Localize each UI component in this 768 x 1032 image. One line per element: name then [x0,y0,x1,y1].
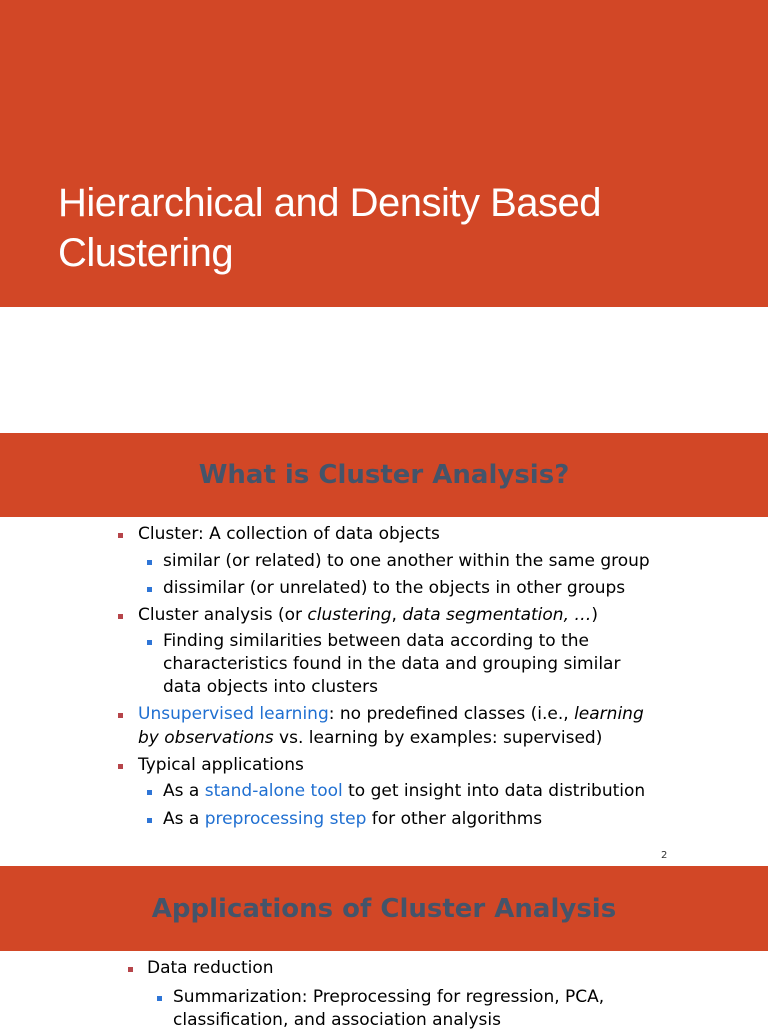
bullet-similar: similar (or related) to one another within the same group [163,551,650,571]
bullet-dissimilar: dissimilar (or unrelated) to the objects in other groups [163,578,626,598]
bullet-finding-similarities [163,630,620,699]
text-line: data objects into clusters [163,677,378,697]
bullet-stand-alone-tool [163,780,645,803]
bullet-cluster-analysis [138,604,598,627]
emphasis-learning: learning [574,704,644,724]
text-run: Cluster analysis (or [138,605,308,625]
text-run: As a [163,781,205,801]
bullet-square-icon [147,790,152,795]
bullet-square-icon [118,533,123,538]
bullet-square-icon [128,967,133,972]
bullet-square-icon [118,764,123,769]
text-run: ) [591,605,599,625]
preprocessing-step-term: preprocessing step [204,809,367,829]
emphasis-by-observations: by observations [138,728,274,748]
slide-title-line-2: Clustering [58,231,234,275]
bullet-square-icon [147,640,152,645]
slide-title-line-1: Hierarchical and Density Based [58,181,602,225]
bullet-typical-applications: Typical applications [138,755,304,775]
unsupervised-learning-term: Unsupervised learning [138,704,329,724]
text-run: As a [163,809,205,829]
bullet-data-reduction: Data reduction [147,958,274,978]
bullet-preprocessing-step [163,808,542,831]
bullet-cluster-definition: Cluster: A collection of data objects [138,524,440,544]
slide-3-heading: Applications of Cluster Analysis [151,894,617,924]
text-line: Finding similarities between data according to the [163,631,590,651]
slide-3-header [0,866,768,951]
text-line: Summarization: Preprocessing for regression, PCA, [173,987,605,1007]
page-number: 2 [661,850,668,861]
bullet-unsupervised-learning-cont [138,727,602,750]
text-line: characteristics found in the data and grouping similar [163,654,621,674]
bullet-unsupervised-learning [138,703,644,726]
bullet-summarization [173,986,604,1032]
bullet-square-icon [147,560,152,565]
bullet-square-icon [118,713,123,718]
text-run: to get insight into data distribution [342,781,646,801]
text-run: , [391,605,403,625]
slide-2-header [0,433,768,517]
text-run: vs. learning by examples: supervised) [273,728,603,748]
slide-title [58,178,601,278]
bullet-square-icon [118,614,123,619]
emphasis-data-segmentation: data segmentation, … [402,605,592,625]
bullet-square-icon [157,996,162,1001]
text-line [138,703,644,726]
text-run: for other algorithms [366,809,543,829]
text-line: classification, and association analysis [173,1010,501,1030]
emphasis-clustering: clustering [307,605,392,625]
title-slide [0,0,768,307]
bullet-square-icon [147,587,152,592]
stand-alone-tool-term: stand-alone tool [204,781,343,801]
bullet-square-icon [147,818,152,823]
slide-2-heading: What is Cluster Analysis? [198,460,570,490]
text-run: : no predefined classes (i.e., [328,704,575,724]
